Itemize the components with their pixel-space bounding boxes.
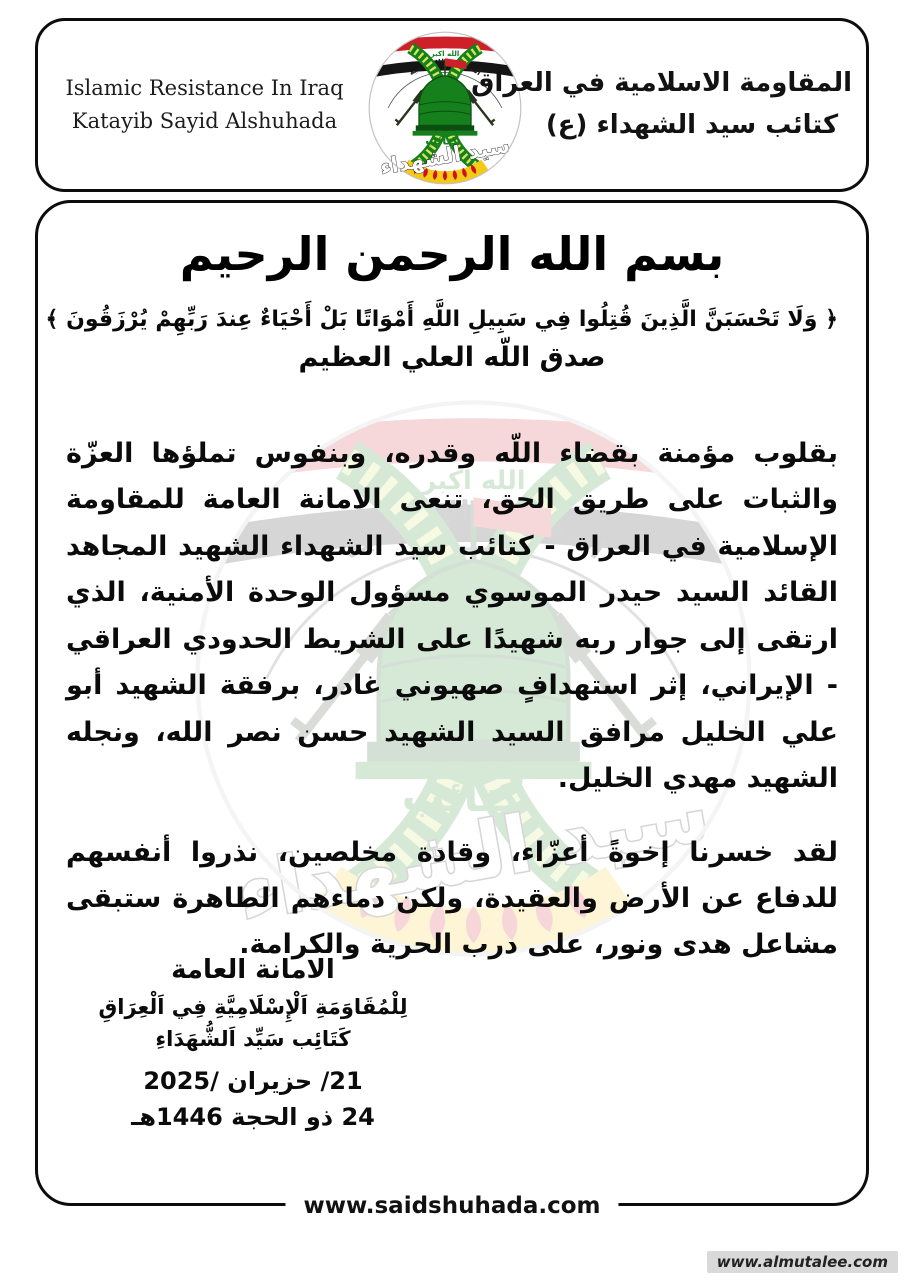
credit-watermark: www.almutalee.com: [707, 1251, 898, 1273]
arabic-title: [471, 63, 852, 146]
english-title: [52, 72, 357, 137]
signature-block: [78, 955, 428, 1131]
date-hijri: 24 ذو الحجة 1446هـ: [131, 1103, 375, 1131]
arabic-title-line1: المقاومة الاسلامية في العراق: [471, 68, 852, 99]
logo-emblem-icon: [366, 29, 524, 187]
date-gregorian: 21/ حزيران /2025: [143, 1067, 363, 1095]
statement-paragraph-1: بقلوب مؤمنة بقضاء اللّه وقدره، وبنفوس تملؤها العزّة والثبات على طريق الحق، تنعى الامانة العامة للمقاومة الإسلامية في العراق - كتائب سيد الشهداء الشهيد المجاهد القائد السيد حيدر الموسوي مسؤول الوحدة الأمنية، الذي ارتقى إلى جوار ربه شهيدًا على الشريط الحدودي العراقي - الإيراني، إثر استهدافٍ صهيوني غادر، برفقة الشهيد أبو علي الخليل مرافق السيد الشهيد حسن نصر الله، ونجله الشهيد مهدي الخليل.: [66, 438, 838, 795]
english-title-line2: Katayib Sayid Alshuhada: [71, 109, 338, 133]
organization-logo: [366, 29, 524, 187]
bismillah-calligraphy: بسم الله الرحمن الرحيم: [179, 227, 725, 281]
arabic-title-line2: كتائب سيد الشهداء (ع): [545, 110, 839, 140]
statement-box: [35, 200, 869, 1219]
statement-paragraph-2: لقد خسرنا إخوةً أعزّاء، وقادة مخلصين، نذروا أنفسهم للدفاع عن الأرض والعقيدة، ولكن دماءهم الطاهرة ستبقى مشاعل هدى ونور، على درب الحرية والكرامة.: [66, 836, 838, 961]
header-box: [35, 18, 869, 192]
signature-line2: لِلْمُقَاوَمَةِ اَلْإِسْلَامِيَّةِ فِي اَلْعِرَاقِ: [98, 995, 408, 1019]
statement-content: [38, 227, 866, 969]
website-url: www.saidshuhada.com: [285, 1193, 618, 1219]
verse-attribution: صدق اللّه العلي العظيم: [298, 342, 606, 373]
quran-verse: ﴿ وَلَا تَحْسَبَنَّ الَّذِينَ قُتِلُوا فِي سَبِيلِ اللَّهِ أَمْوَاتًا بَلْ أَحْيَاءٌ عِندَ رَبِّهِمْ يُرْزَقُونَ ﴾: [45, 307, 838, 332]
english-title-line1: Islamic Resistance In Iraq: [65, 76, 344, 101]
signature-line3: كَتَائِب سَيِّد اَلشُّهَدَاءِ: [155, 1027, 351, 1051]
signature-line1: الامانة العامة: [171, 955, 335, 985]
